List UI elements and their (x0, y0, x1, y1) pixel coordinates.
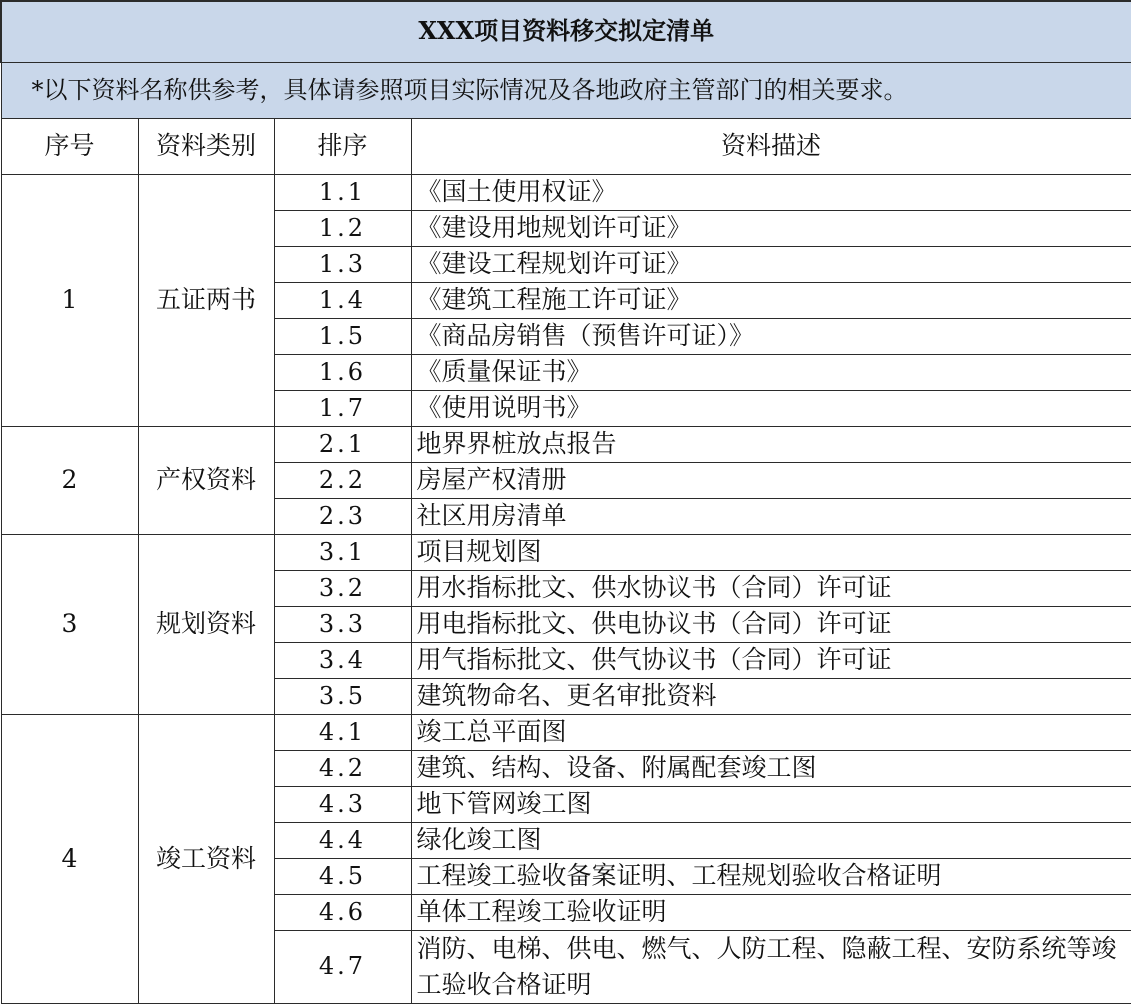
table-row (1, 534, 1131, 570)
item-description: 工程竣工验收备案证明、工程规划验收合格证明 (411, 858, 1131, 894)
table-title: XXX项目资料移交拟定清单 (1, 1, 1131, 62)
item-description: 《质量保证书》 (411, 354, 1131, 390)
item-description: 《建设工程规划许可证》 (411, 246, 1131, 282)
item-order: 3.3 (274, 606, 411, 642)
item-description: 用水指标批文、供水协议书（合同）许可证 (411, 570, 1131, 606)
item-description: 绿化竣工图 (411, 822, 1131, 858)
header-category: 资料类别 (138, 118, 274, 174)
note-row (1, 62, 1131, 118)
item-order: 1.4 (274, 282, 411, 318)
item-description: 《建设用地规划许可证》 (411, 210, 1131, 246)
item-description: 《使用说明书》 (411, 390, 1131, 426)
item-description: 地下管网竣工图 (411, 786, 1131, 822)
item-order: 4.7 (274, 930, 411, 1003)
item-order: 1.5 (274, 318, 411, 354)
item-order: 4.5 (274, 858, 411, 894)
group-number: 2 (1, 426, 138, 534)
item-order: 3.1 (274, 534, 411, 570)
item-description: 《国土使用权证》 (411, 174, 1131, 210)
item-description: 建筑物命名、更名审批资料 (411, 678, 1131, 714)
item-description: 社区用房清单 (411, 498, 1131, 534)
group-category: 竣工资料 (138, 714, 274, 1003)
item-order: 4.1 (274, 714, 411, 750)
group-category: 产权资料 (138, 426, 274, 534)
table-row (1, 714, 1131, 750)
table-row (1, 174, 1131, 210)
item-description: 项目规划图 (411, 534, 1131, 570)
item-order: 2.1 (274, 426, 411, 462)
reference-note: *以下资料名称供参考，具体请参照项目实际情况及各地政府主管部门的相关要求。 (1, 62, 1131, 118)
item-order: 4.6 (274, 894, 411, 930)
item-description: 房屋产权清册 (411, 462, 1131, 498)
header-description: 资料描述 (411, 118, 1131, 174)
item-order: 1.1 (274, 174, 411, 210)
item-description: 消防、电梯、供电、燃气、人防工程、隐蔽工程、安防系统等竣工验收合格证明 (411, 930, 1131, 1003)
group-number: 3 (1, 534, 138, 714)
item-order: 4.3 (274, 786, 411, 822)
item-order: 4.4 (274, 822, 411, 858)
item-order: 4.2 (274, 750, 411, 786)
item-description: 单体工程竣工验收证明 (411, 894, 1131, 930)
item-order: 2.2 (274, 462, 411, 498)
group-category: 五证两书 (138, 174, 274, 426)
item-description: 竣工总平面图 (411, 714, 1131, 750)
header-order: 排序 (274, 118, 411, 174)
item-description: 用气指标批文、供气协议书（合同）许可证 (411, 642, 1131, 678)
item-description: 地界界桩放点报告 (411, 426, 1131, 462)
item-order: 1.6 (274, 354, 411, 390)
item-description: 《商品房销售（预售许可证）》 (411, 318, 1131, 354)
item-order: 3.5 (274, 678, 411, 714)
item-description: 建筑、结构、设备、附属配套竣工图 (411, 750, 1131, 786)
item-order: 1.2 (274, 210, 411, 246)
header-row (1, 118, 1131, 174)
item-order: 3.4 (274, 642, 411, 678)
item-description: 用电指标批文、供电协议书（合同）许可证 (411, 606, 1131, 642)
item-order: 2.3 (274, 498, 411, 534)
item-order: 1.3 (274, 246, 411, 282)
item-order: 1.7 (274, 390, 411, 426)
item-order: 3.2 (274, 570, 411, 606)
title-row (1, 1, 1131, 62)
header-no: 序号 (1, 118, 138, 174)
group-category: 规划资料 (138, 534, 274, 714)
item-description: 《建筑工程施工许可证》 (411, 282, 1131, 318)
group-number: 4 (1, 714, 138, 1003)
group-number: 1 (1, 174, 138, 426)
table-row (1, 426, 1131, 462)
